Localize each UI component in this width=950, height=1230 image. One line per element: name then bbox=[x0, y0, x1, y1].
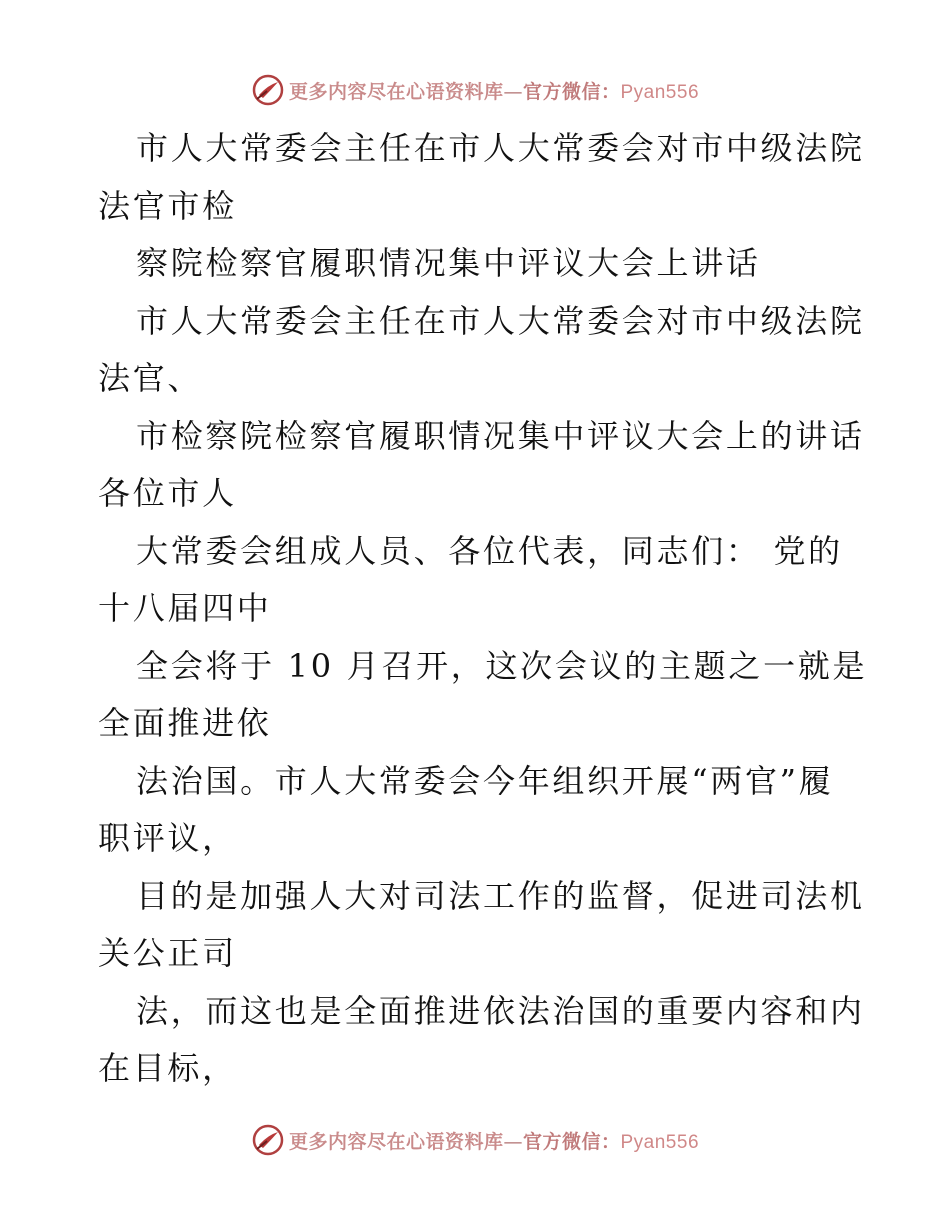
text-line: 法，而这也是全面推进依法治国的重要内容和内 bbox=[136, 991, 865, 1030]
text-line: 市检察院检察官履职情况集中评议大会上的讲话 bbox=[136, 416, 865, 455]
header-watermark-banner bbox=[0, 70, 950, 110]
text-line: 大常委会组成人员、各位代表，同志们： 党的 bbox=[136, 531, 843, 570]
wechat-label: 官方微信： bbox=[522, 1130, 621, 1153]
text-line: 市人大常委会主任在市人大常委会对市中级法院 bbox=[136, 129, 865, 167]
text-line: 法官市检 bbox=[98, 186, 237, 225]
text-line: 全面推进依 bbox=[98, 704, 272, 742]
text-line: 在目标， bbox=[98, 1049, 237, 1087]
text-line: 法治国。市人大常委会今年组织开展“两官”履 bbox=[136, 761, 834, 800]
quill-book-logo-icon bbox=[251, 1123, 285, 1157]
text-line: 关公正司 bbox=[98, 934, 237, 972]
text-line: 察院检察官履职情况集中评议大会上讲话 bbox=[136, 244, 761, 282]
separator: — bbox=[503, 1130, 523, 1153]
watermark-text bbox=[289, 77, 699, 104]
wechat-id: Pyan556 bbox=[620, 1131, 700, 1153]
text-line: 市人大常委会主任在市人大常委会对市中级法院 bbox=[136, 301, 865, 340]
text-line: 职评议， bbox=[98, 819, 237, 857]
separator: — bbox=[503, 80, 523, 103]
text-line: 各位市人 bbox=[98, 474, 237, 512]
wechat-label: 官方微信： bbox=[522, 80, 621, 103]
text-line: 全会将于 10 月召开，这次会议的主题之一就是 bbox=[136, 646, 868, 685]
promo-text: 更多内容尽在心语资料库 bbox=[288, 1130, 504, 1153]
quill-book-logo-icon bbox=[251, 73, 285, 107]
wechat-id: Pyan556 bbox=[620, 81, 700, 103]
text-line: 法官、 bbox=[98, 359, 203, 397]
watermark-text bbox=[289, 1127, 699, 1154]
text-line: 十八届四中 bbox=[98, 589, 272, 627]
footer-watermark-banner bbox=[0, 1120, 950, 1160]
document-body bbox=[98, 120, 868, 1098]
text-line: 目的是加强人大对司法工作的监督，促进司法机 bbox=[136, 876, 865, 915]
promo-text: 更多内容尽在心语资料库 bbox=[288, 80, 504, 103]
